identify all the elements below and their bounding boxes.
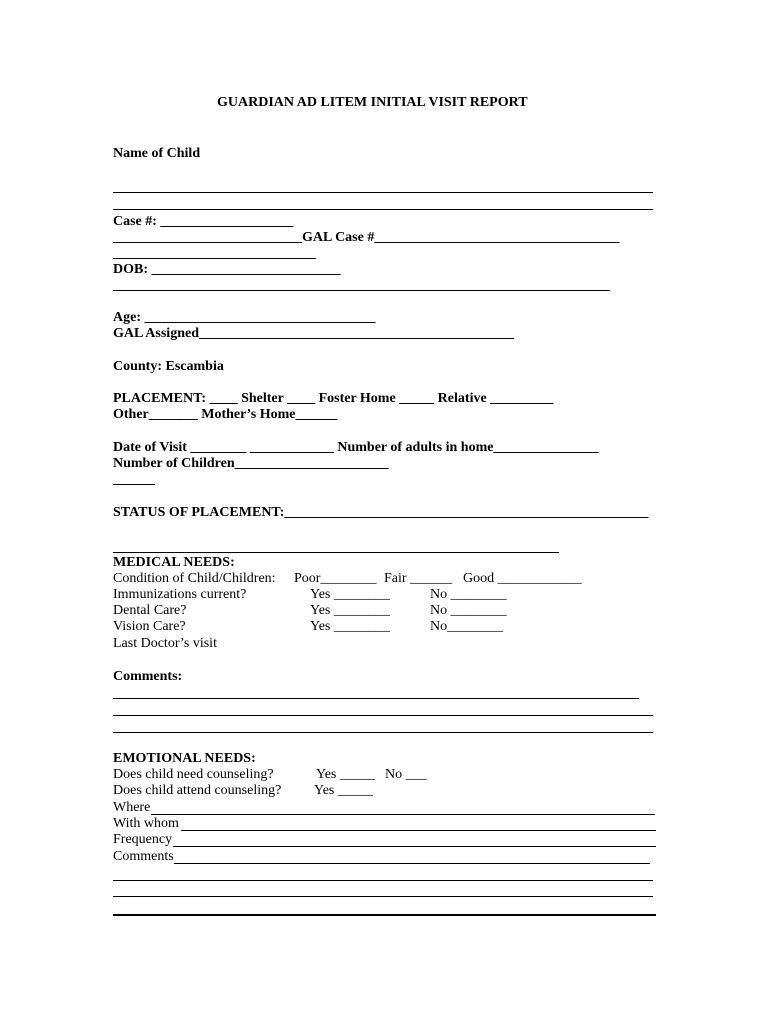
- placement-options-row-2[interactable]: Other_______ Mother’s Home______: [113, 407, 338, 422]
- name-of-child-line-1[interactable]: [113, 192, 653, 193]
- need-counseling-label: Does child need counseling?: [113, 767, 274, 782]
- number-of-children-continuation[interactable]: ______: [113, 472, 155, 487]
- blank-field-line[interactable]: _____________________________: [113, 246, 316, 261]
- frequency-line[interactable]: [173, 846, 656, 847]
- dob-field[interactable]: DOB: ___________________________: [113, 262, 341, 277]
- emotional-comments-label: Comments: [113, 849, 174, 864]
- immunizations-yes-field[interactable]: Yes ________: [310, 587, 390, 602]
- placement-options-row-1[interactable]: PLACEMENT: ____ Shelter ____ Foster Home _____ Relative _________: [113, 391, 554, 406]
- where-label: Where: [113, 800, 151, 815]
- where-line[interactable]: [151, 814, 655, 815]
- section-divider: [113, 914, 656, 916]
- last-doctor-visit-label: Last Doctor’s visit: [113, 636, 217, 651]
- status-extra-line[interactable]: [113, 552, 559, 553]
- attend-counseling-label: Does child attend counseling?: [113, 783, 282, 798]
- need-counseling-yes-field[interactable]: Yes _____: [316, 767, 375, 782]
- vision-yes-field[interactable]: Yes ________: [310, 619, 390, 634]
- name-of-child-line-2[interactable]: [113, 209, 653, 210]
- medical-row-label: Immunizations current?: [113, 587, 247, 602]
- comments-heading: Comments:: [113, 669, 183, 684]
- visit-date-adults-field[interactable]: Date of Visit ________ ____________ Number of adults in home_______________: [113, 440, 599, 455]
- status-of-placement-field[interactable]: STATUS OF PLACEMENT:____________________________________________________: [113, 505, 649, 520]
- age-field[interactable]: Age: _________________________________: [113, 310, 376, 325]
- condition-poor-field[interactable]: Poor________: [294, 571, 377, 586]
- form-title: GUARDIAN AD LITEM INITIAL VISIT REPORT: [217, 95, 528, 110]
- frequency-label: Frequency: [113, 832, 173, 847]
- comments-line[interactable]: [113, 698, 639, 699]
- immunizations-no-field[interactable]: No ________: [430, 587, 507, 602]
- number-of-children-field[interactable]: Number of Children______________________: [113, 456, 389, 471]
- attend-counseling-yes-field[interactable]: Yes _____: [314, 783, 373, 798]
- condition-good-field[interactable]: Good ____________: [463, 571, 582, 586]
- with-whom-line[interactable]: [181, 830, 656, 831]
- gal-case-number-field[interactable]: ___________________________GAL Case #___________________________________: [113, 230, 620, 245]
- emotional-comments-line[interactable]: [174, 863, 650, 864]
- medical-row-label: Vision Care?: [113, 619, 186, 634]
- medical-row-label: Condition of Child/Children:: [113, 571, 276, 586]
- medical-needs-heading: MEDICAL NEEDS:: [113, 555, 235, 570]
- need-counseling-no-field[interactable]: No ___: [385, 767, 427, 782]
- dob-extra-line[interactable]: [113, 290, 610, 291]
- dental-no-field[interactable]: No ________: [430, 603, 507, 618]
- county-field: County: Escambia: [113, 359, 224, 374]
- gal-assigned-field[interactable]: GAL Assigned_____________________________________________: [113, 326, 514, 341]
- emotional-comments-line[interactable]: [113, 896, 653, 897]
- comments-line[interactable]: [113, 732, 653, 733]
- case-number-field[interactable]: Case #: ___________________: [113, 214, 294, 229]
- medical-row-label: Dental Care?: [113, 603, 187, 618]
- with-whom-label: With whom: [113, 816, 179, 831]
- emotional-comments-line[interactable]: [113, 880, 653, 881]
- emotional-needs-heading: EMOTIONAL NEEDS:: [113, 751, 256, 766]
- dental-yes-field[interactable]: Yes ________: [310, 603, 390, 618]
- condition-fair-field[interactable]: Fair ______: [384, 571, 453, 586]
- vision-no-field[interactable]: No________: [430, 619, 504, 634]
- comments-line[interactable]: [113, 715, 653, 716]
- name-of-child-label: Name of Child: [113, 146, 201, 161]
